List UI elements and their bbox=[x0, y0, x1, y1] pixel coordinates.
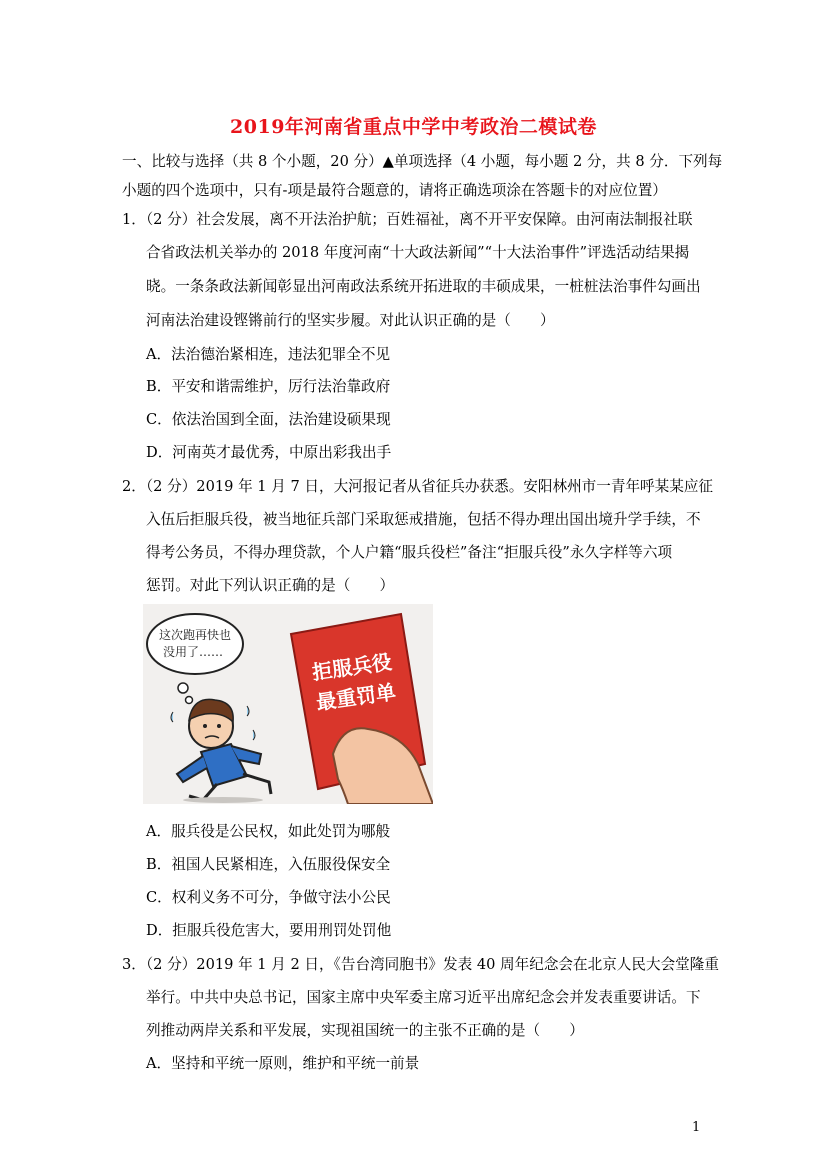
question-2-line-1: 2．（2 分）2019 年 1 月 7 日，大河报记者从省征兵办获悉。安阳林州市一青年呼某某应征 bbox=[122, 478, 714, 495]
question-1-line-4: 河南法治建设铿锵前行的坚实步履。对此认识正确的是（ ） bbox=[146, 312, 555, 329]
question-3-option-a: A．坚持和平统一原则，维护和平统一前景 bbox=[146, 1055, 420, 1072]
page-title: 2019年河南省重点中学中考政治二模试卷 bbox=[230, 116, 597, 138]
question-1-option-a: A．法治德治紧相连，违法犯罪全不见 bbox=[146, 346, 391, 363]
question-3-line-2: 举行。中共中央总书记，国家主席中央军委主席习近平出席纪念会并发表重要讲话。下 bbox=[146, 989, 701, 1006]
question-1-line-2: 合省政法机关举办的 2018 年度河南“十大政法新闻”“十大法治事件”评选活动结果揭 bbox=[146, 244, 690, 261]
cartoon-figure bbox=[143, 604, 433, 804]
question-2-line-3: 得考公务员，不得办理贷款，个人户籍“服兵役栏”备注“拒服兵役”永久字样等六项 bbox=[146, 544, 673, 561]
question-2-line-2: 入伍后拒服兵役，被当地征兵部门采取惩戒措施，包括不得办理出国出境升学手续，不 bbox=[146, 511, 701, 528]
question-2-line-4: 惩罚。对此下列认识正确的是（ ） bbox=[146, 577, 395, 594]
card-text-line-2: 最重罚单 bbox=[314, 679, 398, 715]
question-3-line-3: 列推动两岸关系和平发展，实现祖国统一的主张不正确的是（ ） bbox=[146, 1022, 584, 1039]
card-text-line-1: 拒服兵役 bbox=[310, 649, 394, 685]
question-1-line-1: 1．（2 分）社会发展，离不开法治护航；百姓福祉，离不开平安保障。由河南法制报社联 bbox=[122, 211, 693, 228]
question-3-line-1: 3．（2 分）2019 年 1 月 2 日，《告台湾同胞书》发表 40 周年纪念会在北京人民大会堂隆重 bbox=[122, 956, 719, 973]
question-2-option-d: D．拒服兵役危害大，要用刑罚处罚他 bbox=[146, 922, 392, 939]
question-1-option-c: C．依法治国到全面，法治建设硕果现 bbox=[146, 411, 391, 428]
question-2-option-a: A．服兵役是公民权，如此处罚为哪般 bbox=[146, 823, 391, 840]
question-1-option-b: B．平安和谐需维护，厉行法治靠政府 bbox=[146, 378, 391, 395]
question-2-option-c: C．权利义务不可分，争做守法小公民 bbox=[146, 889, 391, 906]
section-intro-line-1: 一、比较与选择（共 8 个小题，20 分）▲单项选择（4 小题，每小题 2 分，共 8 分．下列每 bbox=[122, 153, 723, 170]
question-1-line-3: 晓。一条条政法新闻彰显出河南政法系统开拓进取的丰硕成果，一桩桩法治事件勾画出 bbox=[146, 278, 701, 295]
page-number: 1 bbox=[692, 1120, 701, 1135]
question-1-option-d: D．河南英才最优秀，中原出彩我出手 bbox=[146, 444, 392, 461]
question-2-option-b: B．祖国人民紧相连，入伍服役保安全 bbox=[146, 856, 391, 873]
section-intro-line-2: 小题的四个选项中，只有-项是最符合题意的，请将正确选项涂在答题卡的对应位置） bbox=[122, 182, 667, 199]
bubble-text-line-2: 没用了…… bbox=[162, 645, 224, 659]
bubble-text-line-1: 这次跑再快也 bbox=[158, 628, 232, 642]
